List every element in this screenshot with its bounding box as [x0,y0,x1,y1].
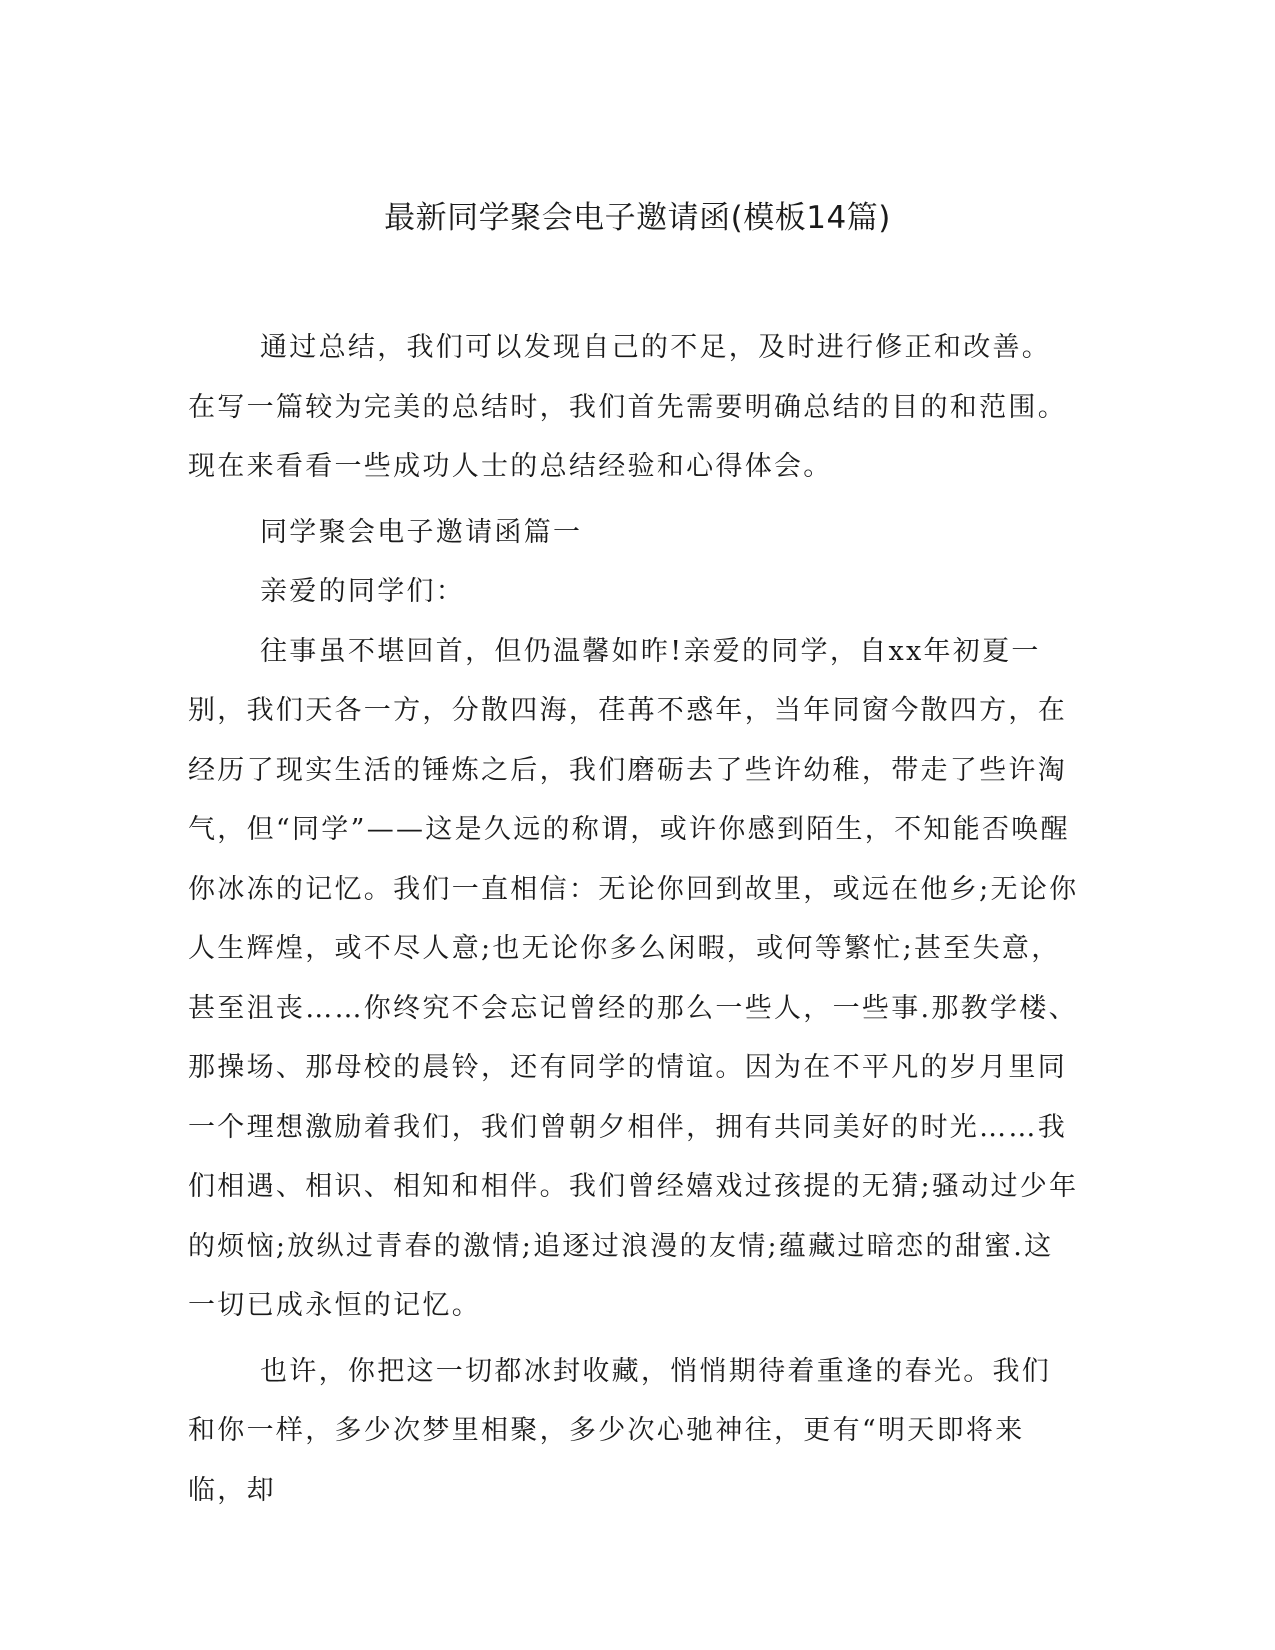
document-body [188,318,1080,1520]
document-title: 最新同学聚会电子邀请函(模板14篇) [384,200,891,236]
letter-paragraph: 往事虽不堪回首，但仍温馨如昨!亲爱的同学，自xx年初夏一别，我们天各一方，分散四海，荏苒不惑年，当年同窗今散四方，在经历了现实生活的锤炼之后，我们磨砺去了些许幼稚，带走了些许淘气，但“同学”——这是久远的称谓，或许你感到陌生，不知能否唤醒你冰冻的记忆。我们一直相信：无论你回到故里，或远在他乡;无论你人生辉煌，或不尽人意;也无论你多么闲暇，或何等繁忙;甚至失意，甚至沮丧……你终究不会忘记曾经的那么一些人，一些事.那教学楼、那操场、那母校的晨铃，还有同学的情谊。因为在不平凡的岁月里同一个理想激励着我们，我们曾朝夕相伴，拥有共同美好的时光……我们相遇、相识、相知和相伴。我们曾经嬉戏过孩提的无猜;骚动过少年的烦恼;放纵过青春的激情;追逐过浪漫的友情;蕴藏过暗恋的甜蜜.这一切已成永恒的记忆。 [188,635,1079,1321]
salutation: 亲爱的同学们： [260,576,466,607]
intro-paragraph: 通过总结，我们可以发现自己的不足，及时进行修正和改善。在写一篇较为完美的总结时，我们首先需要明确总结的目的和范围。现在来看看一些成功人士的总结经验和心得体会。 [188,332,1067,482]
letter-paragraph: 也许，你把这一切都冰封收藏，悄悄期待着重逢的春光。我们和你一样，多少次梦里相聚，多少次心驰神往，更有“明天即将来临，却 [188,1355,1052,1506]
section-heading: 同学聚会电子邀请函篇一 [260,516,583,548]
